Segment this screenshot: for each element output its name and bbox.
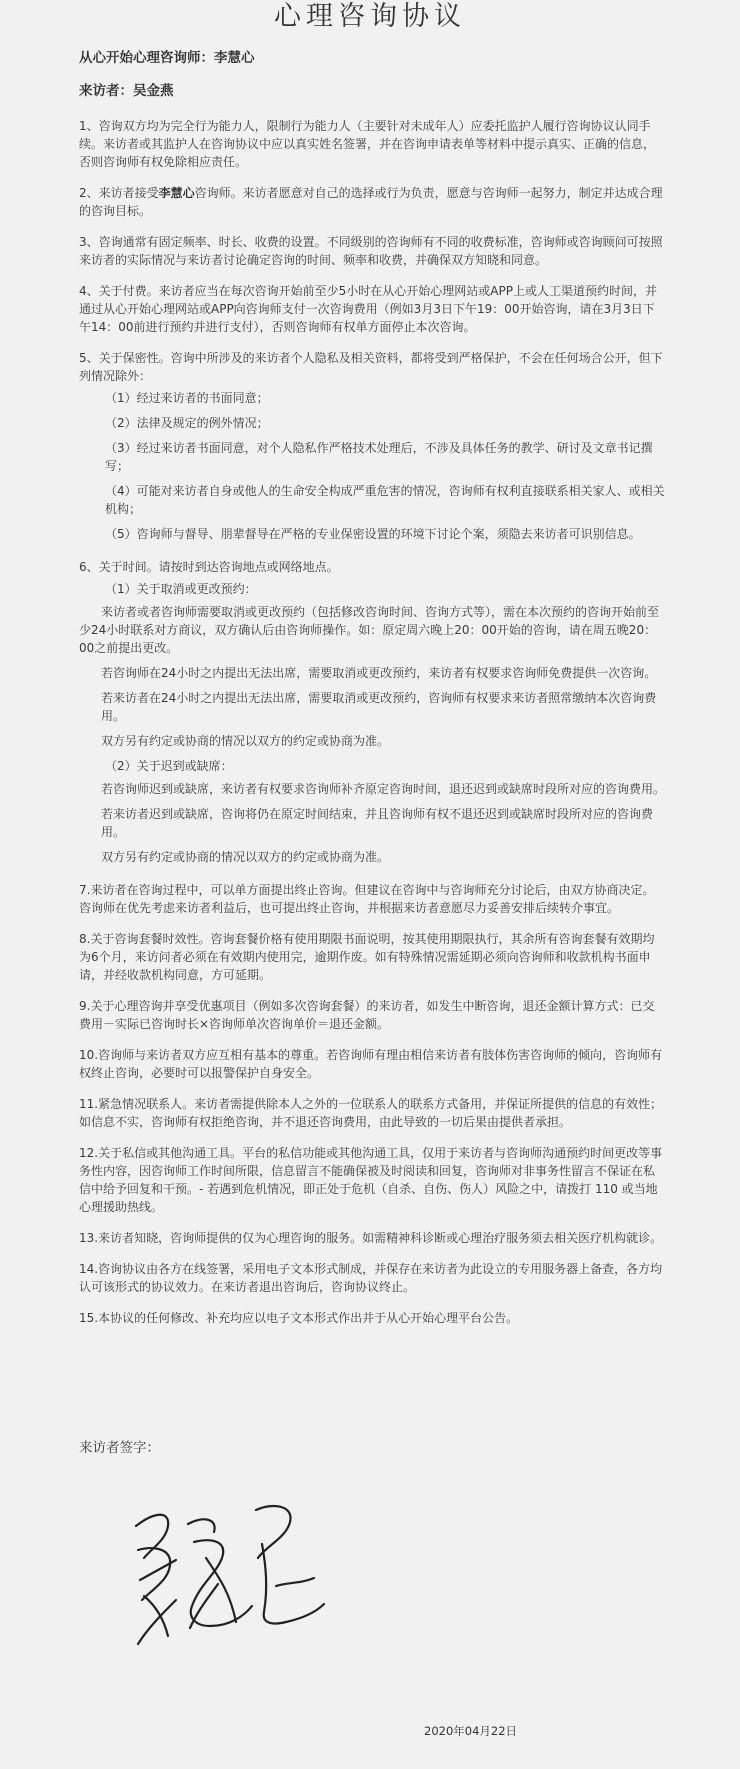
clause-13: 13.来访者知晓，咨询师提供的仅为心理咨询的服务。如需精神科诊断或心理治疗服务须去相关医疗机构就诊。 — [79, 1231, 663, 1245]
clause-6-sub1-line-2: 若来访者在24小时之内提出无法出席，需要取消或更改预约，咨询师有权要求来访者照常缴纳本次咨询费用。 — [101, 691, 657, 723]
clause-8: 8.关于咨询套餐时效性。咨询套餐价格有使用期限书面说明，按其使用期限执行，其余所有咨询套餐有效期均为6个月，来访问者必须在有效期内使用完，逾期作废。如有特殊情况需延期必须向咨询师和收款机构书面申请，并经收款机构同意，方可延期。 — [79, 932, 655, 982]
clause-2-counselor-name: 李慧心 — [158, 186, 195, 200]
clause-6-sub1-line-1: 若咨询师在24小时之内提出无法出席，需要取消或更改预约，来访者有权要求咨询师免费提供一次咨询。 — [101, 666, 657, 680]
clause-5-item-3: （3）经过来访者书面同意，对个人隐私作严格技术处理后，不涉及具体任务的教学、研讨及文章书记撰写； — [105, 441, 653, 473]
page-title: 心理咨询协议 — [274, 1, 466, 32]
clause-2-suffix: 咨询师。来访者愿意对自己的选择或行为负责，愿意与咨询师一起努力，制定并达成合理的咨询目标。 — [79, 186, 663, 218]
clause-5: 5、关于保密性。咨询中所涉及的来访者个人隐私及相关资料，都将受到严格保护，不会在任何场合公开，但下列情况除外： — [79, 351, 663, 383]
clause-6-sub2-line-3: 双方另有约定或协商的情况以双方的约定或协商为准。 — [101, 850, 390, 864]
counselor-line: 从心开始心理咨询师：李慧心 — [79, 50, 255, 66]
clause-5-item-4: （4）可能对来访者自身或他人的生命安全构成严重危害的情况，咨询师有权利直接联系相关家人、或相关机构； — [105, 484, 665, 516]
clause-6-sub2-line-2: 若来访者迟到或缺席，咨询将仍在原定时间结束，并且咨询师有权不退还迟到或缺席时段所对应的咨询费用。 — [101, 807, 654, 839]
client-line: 来访者：吴金燕 — [79, 83, 174, 99]
clause-15: 15.本协议的任何修改、补充均应以电子文本形式作出并于从心开始心理平台公告。 — [79, 1311, 519, 1325]
signature-date: 2020年04月22日 — [424, 1724, 518, 1738]
clause-9: 9.关于心理咨询并享受优惠项目（例如多次咨询套餐）的来访者，如发生中断咨询，退还金额计算方式：已交费用－实际已咨询时长×咨询师单次咨询单价＝退还金额。 — [79, 999, 655, 1031]
clause-14: 14.咨询协议由各方在线签署，采用电子文本形式制成，并保存在来访者为此设立的专用服务器上备查，各方均认可该形式的协议效力。在来访者退出咨询后，咨询协议终止。 — [79, 1262, 663, 1294]
clause-6-sub2-heading: （2）关于迟到或缺席： — [105, 759, 233, 773]
clause-12: 12.关于私信或其他沟通工具。平台的私信功能或其他沟通工具，仅用于来访者与咨询师沟通预约时间更改等事务性内容，因咨询师工作时间所限，信息留言不能确保被及时阅读和回复，咨询师对非事务性留言不保证在私信中给予回复和干预。- 若遇到危机情况，即正处于危机（自杀、自伤、伤人）风险之中，请拨打 110 或当地心理援助热线。 — [79, 1146, 663, 1214]
handwritten-signature — [118, 1488, 338, 1658]
agreement-body — [79, 48, 665, 1340]
signature-label: 来访者签字： — [79, 1440, 160, 1456]
clause-4: 4、关于付费。来访者应当在每次咨询开始前至少5小时在从心开始心理网站或APP上或人工渠道预约时间，并通过从心开始心理网站或APP向咨询师支付一次咨询费用（例如3月3日下午19：00开始咨询，请在3月3日下午14：00前进行预约并进行支付），否则咨询师有权单方面停止本次咨询。 — [79, 284, 657, 334]
clause-2-prefix: 2、来访者接受 — [79, 186, 159, 200]
clause-5-item-2: （2）法律及规定的例外情况； — [105, 416, 269, 430]
clause-7: 7.来访者在咨询过程中，可以单方面提出终止咨询。但建议在咨询中与咨询师充分讨论后，由双方协商决定。咨询师在优先考虑来访者利益后，也可提出终止咨询，并根据来访者意愿尽力妥善安排后续转介事宜。 — [79, 883, 655, 915]
clause-1: 1、咨询双方均为完全行为能力人，限制行为能力人（主要针对未成年人）应委托监护人履行咨询协议认同手续。来访者或其监护人在咨询协议中应以真实姓名签署，并在咨询申请表单等材料中提示真实、正确的信息，否则咨询师有权免除相应责任。 — [79, 119, 656, 169]
clause-2 — [79, 184, 665, 220]
clause-6-sub2-line-1: 若咨询师迟到或缺席，来访者有权要求咨询师补齐原定咨询时间，退还迟到或缺席时段所对应的咨询费用。 — [101, 782, 666, 796]
clause-5-item-5: （5）咨询师与督导、朋辈督导在严格的专业保密设置的环境下讨论个案，须隐去来访者可识别信息。 — [105, 527, 641, 541]
clause-6-sub1-heading: （1）关于取消或更改预约： — [105, 582, 257, 596]
clause-6-sub1-body: 来访者或者咨询师需要取消或更改预约（包括修改咨询时间、咨询方式等），需在本次预约的咨询开始前至少24小时联系对方商议，双方确认后由咨询师操作。如：原定周六晚上20：00开始的咨询，请在周五晚20：00之前提出更改。 — [79, 605, 660, 655]
clause-5-item-1: （1）经过来访者的书面同意； — [105, 391, 269, 405]
clause-3: 3、咨询通常有固定频率、时长、收费的设置。不同级别的咨询师有不同的收费标准，咨询师或咨询顾问可按照来访者的实际情况与来访者讨论确定咨询的时间、频率和收费，并确保双方知晓和同意。 — [79, 235, 663, 267]
clause-6: 6、关于时间。请按时到达咨询地点或网络地点。 — [79, 560, 339, 574]
clause-11: 11.紧急情况联系人。来访者需提供除本人之外的一位联系人的联系方式备用，并保证所提供的信息的有效性；如信息不实，咨询师有权拒绝咨询，并不退还咨询费用，由此导致的一切后果由提供者承担。 — [79, 1097, 663, 1129]
clause-10: 10.咨询师与来访者双方应互相有基本的尊重。若咨询师有理由相信来访者有肢体伤害咨询师的倾向，咨询师有权终止咨询，必要时可以报警保护自身安全。 — [79, 1048, 663, 1080]
clause-6-sub1-line-3: 双方另有约定或协商的情况以双方的约定或协商为准。 — [101, 734, 390, 748]
